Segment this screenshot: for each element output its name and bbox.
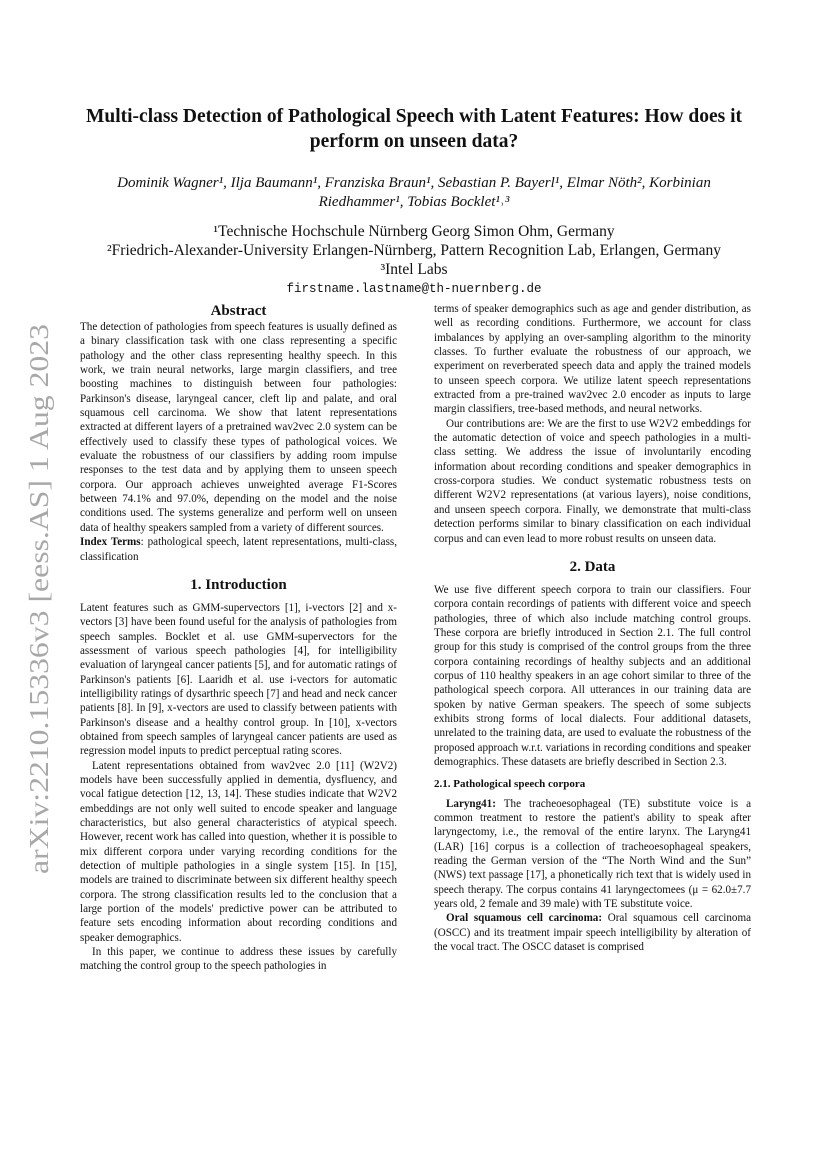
laryng41-paragraph [434,797,751,912]
affiliation-1: ¹Technische Hochschule Nürnberg Georg Simon Ohm, Germany [213,223,615,240]
oscc-text: Oral squamous cell carcinoma (OSCC) and its treatment impair speech intelligibility by alteration of the vocal tract. The OSCC dataset is comprised [434,912,751,954]
abstract-heading: Abstract [210,303,267,319]
affiliations [60,222,768,279]
arxiv-identifier-text: arXiv:2210.15336v3 [eess.AS] 1 Aug 2023 [24,406,54,874]
contributions-paragraph: Our contributions are: We are the first to use W2V2 embeddings for the automatic detection of voice and speech pathologies in a multi-class setting. We address the issue of involuntarily encoding information about recording conditions and speaker demographics in cross-corpora studies. We conduct systematic robustness tests on different W2V2 representations (at various layers), noise conditions, and unseen speech corpora. Finally, we demonstrate that multi-class detection performs similar to binary classification on each individual corpus and can even lead to more robust results on unseen data. [434,417,751,545]
data-heading: 2. Data [569,558,616,575]
abstract-body: The detection of pathologies from speech features is usually defined as a binary classification task with one class representing a specific pathology and the other class representing healthy speech. In this work, we train neural networks, large margin classifiers, and tree boosting machines to distinguish between four pathologies: Parkinson's disease, laryngeal cancer, cleft lip and palate, and oral squamous cell carcinoma. We show that latent representations extracted at different layers of a pretrained wav2vec 2.0 system can be effectively used to classify these types of pathological voices. We evaluate the robustness of our classifiers by adding room impulse responses to the test data and by applying them to unseen speech corpora. Our approach achieves unweighted average F1-Scores between 74.1% and 97.0%, depending on the model and the noise conditions used. The systems generalize and perform well on unseen data of healthy speakers sampled from a variety of different sources. [80,321,397,534]
affiliation-3: ³Intel Labs [380,261,448,278]
affiliation-2: ²Friedrich-Alexander-University Erlangen-Nürnberg, Pattern Recognition Lab, Erlangen, Germany [107,242,721,259]
contact-email: firstname.lastname@th-nuernberg.de [286,282,542,296]
intro-heading: 1. Introduction [190,576,287,593]
data-paragraph: We use five different speech corpora to train our classifiers. Four corpora contain recordings of patients with different voice and speech pathologies, three of which also include matching control groups. These corpora are briefly introduced in Section 2.1. The full control group for this study is comprised of the control groups from the three corpora containing recordings of healthy subjects and an additional corpus of 110 healthy speakers in an age cohort similar to three of the pathological speech corpora. All utterances in our training data are spoken by native German speakers. The speech of some subjects exhibits strong forms of local dialects. Four additional datasets, unrelated to the training data, are used to evaluate the robustness of the proposed approach w.r.t. variations in recording conditions and speaker demographics. These datasets are briefly described in Section 2.3. [434,583,751,768]
intro-paragraph-1: Latent features such as GMM-supervectors [1], i-vectors [2] and x-vectors [3] have been found useful for the analysis of pathologies from speech samples. Bocklet et al. use GMM-supervectors for the assessment of various speech pathologies [4], for intelligibility evaluation of laryngeal cancer patients [5], and for automatic ratings of Parkinson's patients [6]. Laaridh et al. use i-vectors for automatic intelligibility ratings of dysarthric speech [7] and head and neck cancer patients [8]. In [9], x-vectors are used to classify between patients with Parkinson's disease and a healthy control group. In [10], x-vectors obtained from speech samples of laryngeal cancer patients are used as regression model inputs to predict perceptual rating scores. [80,601,397,758]
oscc-label: Oral squamous cell carcinoma: [446,912,603,925]
index-terms-label: Index Terms [80,536,141,549]
intro-paragraph-3: In this paper, we continue to address these issues by carefully matching the control group to the speech pathologies in [80,946,397,973]
laryng41-text: The tracheoesophageal (TE) substitute voice is a common treatment to restore the patient's ability to speak after laryngectomy, i.e., the removal of the entire larynx. The Laryng41 (LAR) [16] corpus is a collection of tracheoesophageal speakers, reading the German version of the “The North Wind and the Sun” (NWS) text passage [17], a phonetically rich text that is widely used in speech therapy. The corpus contains 41 laryngectomees (μ = 62.0±7.7 years old, 2 female and 39 male) with TE substitute voice. [434,797,751,911]
intro-paragraph-4: terms of speaker demographics such as age and gender distribution, as well as recording conditions. Furthermore, we account for class imbalances by applying an over-sampling algorithm to the minority classes. To further evaluate the robustness of our approach, we experiment on reverberated speech data and apply the trained models to unseen speech corpora. We utilize latent speech representations extracted from a pre-trained wav2vec 2.0 encoder as inputs to large margin classifiers, tree-based methods, and neural networks. [434,303,751,416]
paper-title: Multi-class Detection of Pathological Speech with Latent Features: How does it perform on unseen data? [85,106,743,152]
subsection-heading: 2.1. Pathological speech corpora [434,778,586,791]
right-column [434,302,751,954]
intro-paragraph-2: Latent representations obtained from wav2vec 2.0 [11] (W2V2) models have been successfully applied in dementia, dysfluency, and vocal fatigue detection [12, 13, 14]. These studies indicate that W2V2 embeddings are not only well suited to encode speaker and language characteristics, but also general characteristics of atypical speech. However, recent work has called into question, whether it is possible to mix different corpora under varying recording conditions for the detection of multiple pathologies in a single system [15]. In [15], models are trained to discriminate between six different healthy speech corpora. The strong classification results led to the conclusion that a large portion of the models' predictive power can be attributed to feature sets encoding information about recording conditions and speaker demographics. [80,759,397,944]
index-terms-text: : pathological speech, latent representations, multi-class, classification [80,536,398,563]
index-terms [80,535,397,564]
author-list: Dominik Wagner¹, Ilja Baumann¹, Franziska Braun¹, Sebastian P. Bayerl¹, Elmar Nöth², Korbinian Riedhammer¹, Tobias Bocklet¹˒³ [117,175,711,210]
oscc-paragraph [434,911,751,954]
laryng41-label: Laryng41: [446,797,496,810]
arxiv-identifier [14,318,60,878]
left-column [80,302,397,974]
